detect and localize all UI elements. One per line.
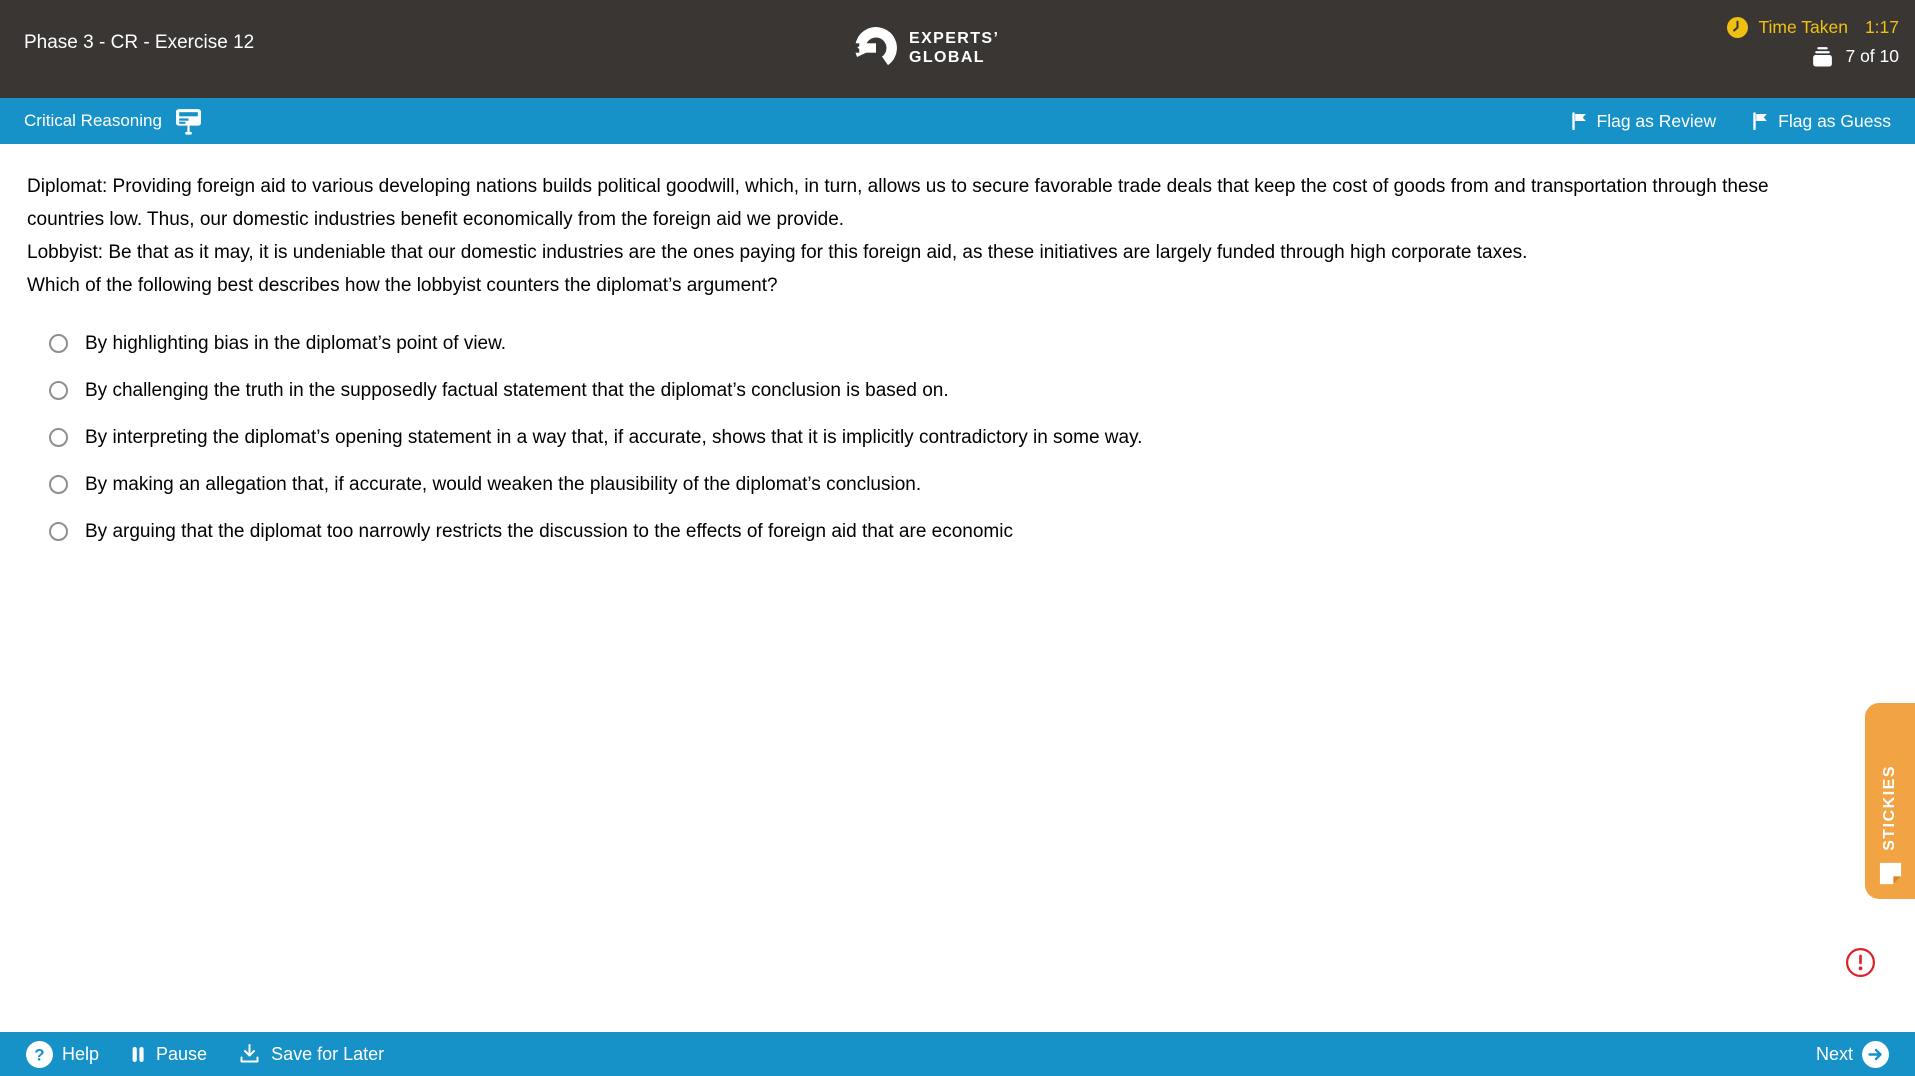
flag-as-guess-label: Flag as Guess [1778, 110, 1891, 131]
pause-icon [129, 1045, 147, 1064]
answer-option[interactable] [27, 367, 1845, 414]
answer-option[interactable] [27, 508, 1845, 555]
time-taken-label: Time Taken [1758, 17, 1848, 37]
sticky-note-icon [1878, 861, 1903, 886]
flag-icon [1571, 112, 1588, 130]
answer-options [27, 320, 1845, 555]
flag-buttons [1571, 111, 1891, 132]
flag-as-guess-button[interactable] [1752, 111, 1891, 132]
bottom-bar-left [26, 1041, 384, 1068]
stimulus-diplomat: Diplomat: Providing foreign aid to various developing nations builds political goodwill, which, in turn, allows us to secure favorable trade deals that keep the cost of goods from and transportation through these countries low. Thus, our domestic industries benefit economically from the foreign aid we provide. [27, 176, 1769, 230]
exercise-title: Phase 3 - CR - Exercise 12 [24, 32, 255, 53]
section-label: Critical Reasoning [24, 111, 162, 130]
logo-line2: GLOBAL [909, 49, 985, 66]
option-label: By making an allegation that, if accurate, would weaken the plausibility of the diplomat’s conclusion. [85, 474, 922, 495]
option-label: By highlighting bias in the diplomat’s point of view. [85, 333, 507, 354]
header-status [1727, 17, 1899, 67]
warning-icon [1845, 947, 1876, 978]
pause-label: Pause [156, 1043, 208, 1064]
question-progress-text: 7 of 10 [1845, 46, 1899, 66]
top-header [0, 0, 1915, 98]
answer-option[interactable] [27, 461, 1845, 508]
bottom-bar [0, 1032, 1915, 1076]
clock-icon [1727, 17, 1748, 38]
presentation-board-icon[interactable] [175, 107, 202, 135]
next-label: Next [1815, 1043, 1853, 1064]
help-label: Help [62, 1043, 100, 1064]
next-button[interactable] [1816, 1041, 1889, 1068]
stickies-label: STICKIES [1881, 765, 1898, 851]
save-for-later-label: Save for Later [271, 1043, 385, 1064]
save-for-later-button[interactable] [237, 1042, 384, 1066]
radio-button[interactable] [49, 334, 68, 353]
option-label: By interpreting the diplomat’s opening statement in a way that, if accurate, shows that it is implicitly contradictory in some way. [85, 427, 1143, 448]
flag-as-review-button[interactable] [1571, 111, 1717, 132]
experts-global-logo [853, 25, 999, 71]
stimulus-lobbyist: Lobbyist: Be that as it may, it is undeniable that our domestic industries are the ones paying for this foreign aid, as these initiatives are largely funded through high corporate taxes. [27, 242, 1528, 263]
stickies-tab[interactable] [1865, 703, 1915, 899]
question-prompt: Which of the following best describes how the lobbyist counters the diplomat’s argument? [27, 275, 778, 296]
answer-option[interactable] [27, 320, 1845, 367]
logo-g-icon [853, 25, 899, 71]
radio-button[interactable] [49, 475, 68, 494]
radio-button[interactable] [49, 522, 68, 541]
next-arrow-icon [1862, 1041, 1889, 1068]
question-area [0, 144, 1915, 1032]
time-taken-value: 1:17 [1864, 17, 1899, 37]
question-stack-icon [1810, 46, 1835, 67]
section-bar [0, 98, 1915, 144]
question-progress [1810, 46, 1899, 67]
flag-as-review-label: Flag as Review [1596, 110, 1717, 131]
radio-button[interactable] [49, 381, 68, 400]
answer-option[interactable] [27, 414, 1845, 461]
section-name [24, 107, 202, 135]
logo-line1: EXPERTS’ [909, 30, 1000, 47]
save-download-icon [237, 1042, 262, 1066]
report-problem-button[interactable] [1845, 947, 1876, 978]
flag-icon [1752, 112, 1769, 130]
logo-wordmark [909, 29, 999, 67]
time-taken [1727, 17, 1899, 38]
help-icon [26, 1041, 53, 1068]
radio-button[interactable] [49, 428, 68, 447]
option-label: By challenging the truth in the supposedly factual statement that the diplomat’s conclusion is based on. [85, 380, 949, 401]
pause-button[interactable] [129, 1044, 207, 1065]
option-label: By arguing that the diplomat too narrowly restricts the discussion to the effects of foreign aid that are economic [85, 521, 1013, 542]
help-glyph: ? [34, 1045, 45, 1064]
help-button[interactable] [26, 1041, 99, 1068]
